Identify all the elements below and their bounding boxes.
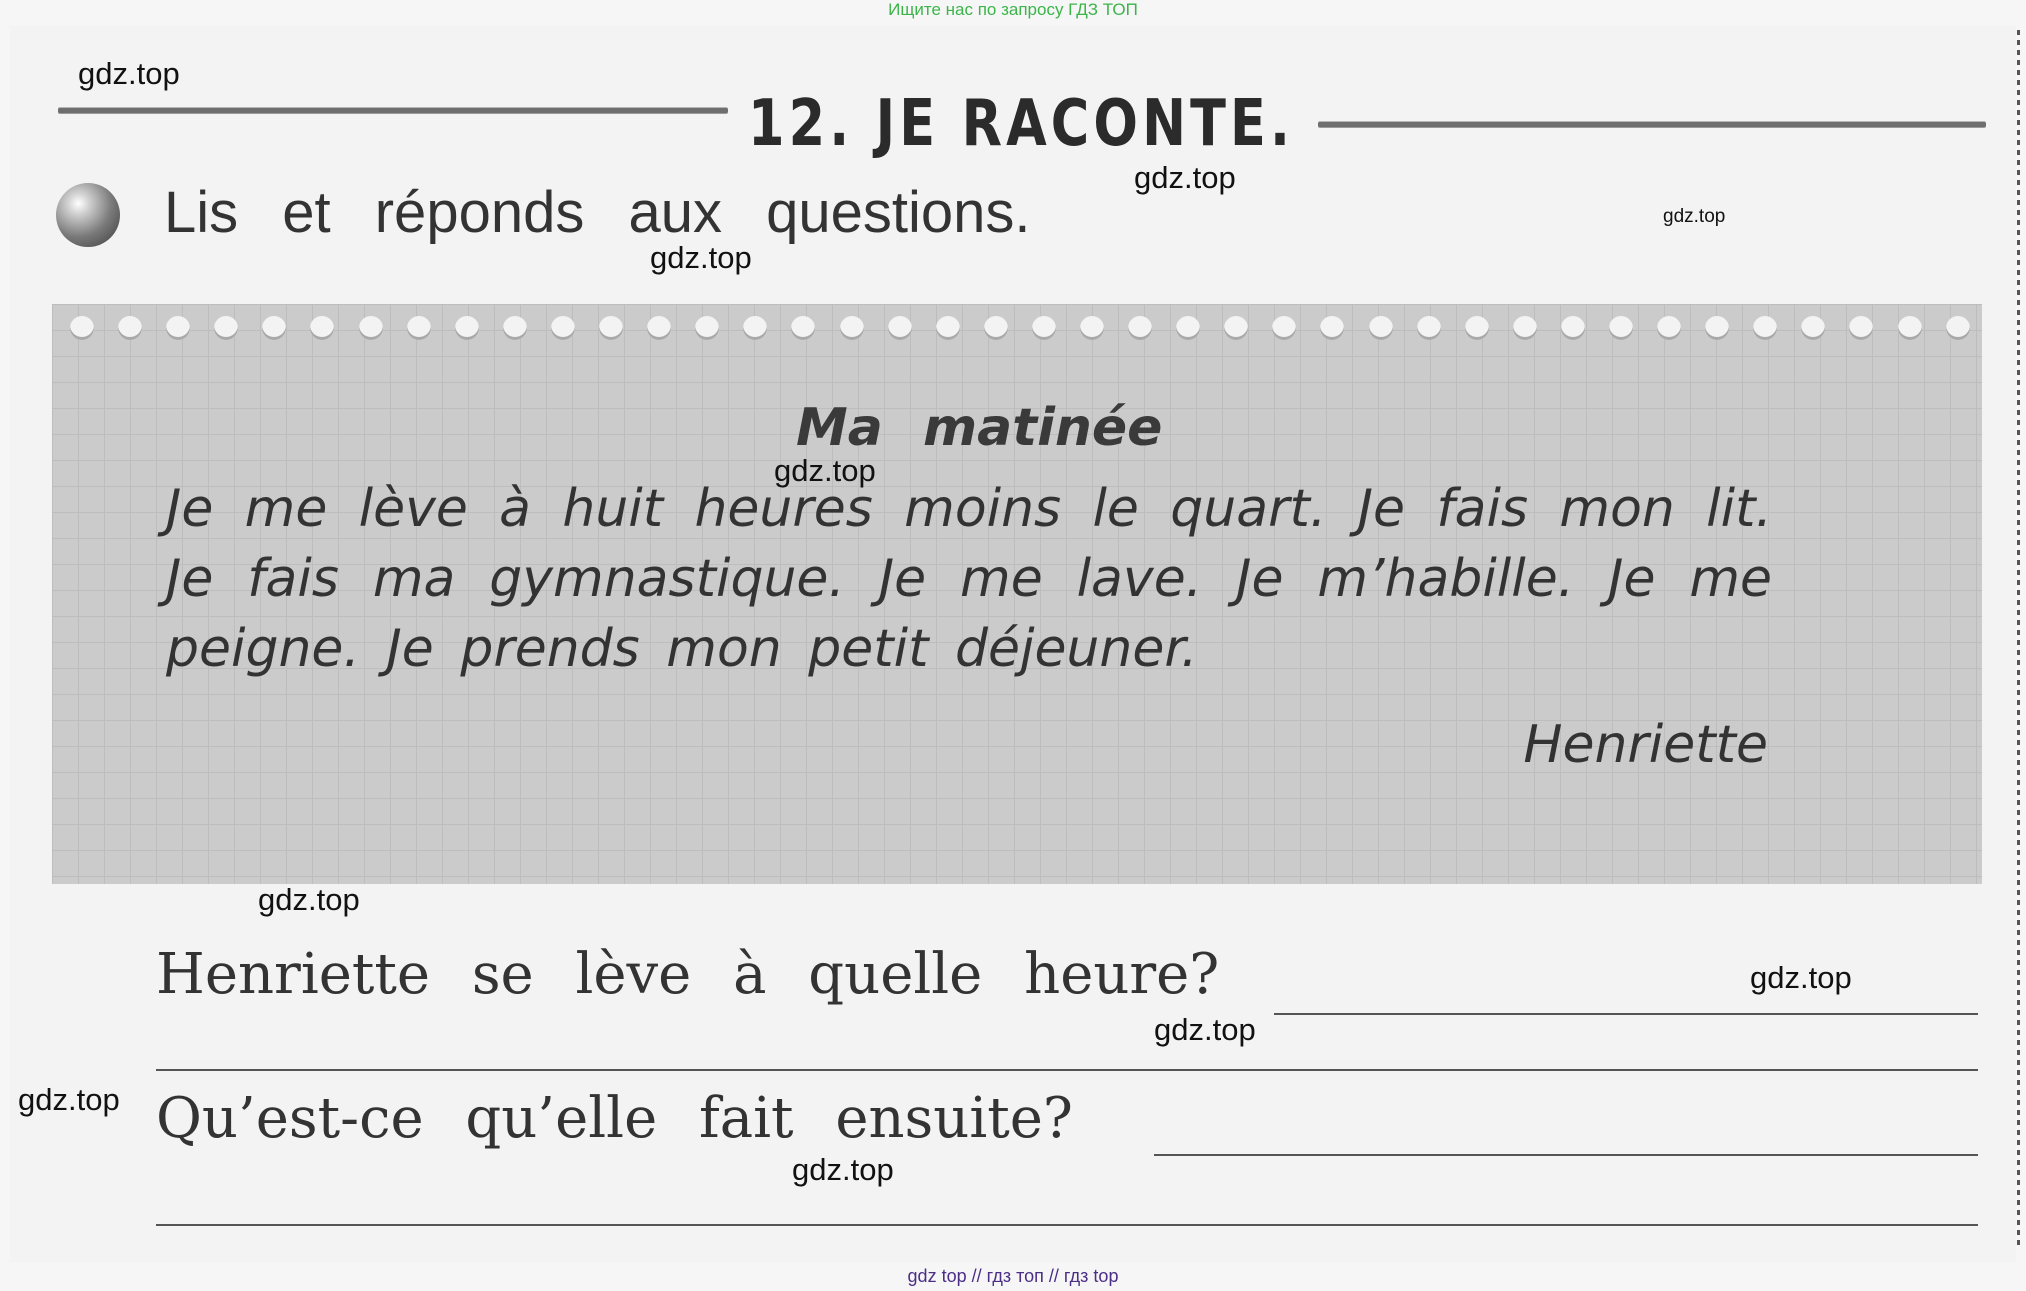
hole-icon <box>791 316 815 340</box>
hole-icon <box>695 316 719 340</box>
hole-icon <box>1561 316 1585 340</box>
hole-icon <box>936 316 960 340</box>
hole-icon <box>1128 316 1152 340</box>
top-banner: Ищите нас по запросу ГДЗ ТОП <box>888 0 1138 19</box>
lesson-title: 12. JE RACONTE. <box>748 87 1295 161</box>
answer-line-2a[interactable] <box>1154 1154 1978 1156</box>
hole-icon <box>1080 316 1104 340</box>
hole-icon <box>503 316 527 340</box>
watermark: gdz.top <box>650 240 752 275</box>
hole-icon <box>551 316 575 340</box>
hole-icon <box>1657 316 1681 340</box>
hole-icon <box>1320 316 1344 340</box>
hole-icon <box>1513 316 1537 340</box>
hole-icon <box>1465 316 1489 340</box>
watermark: gdz.top <box>258 882 360 917</box>
hole-icon <box>888 316 912 340</box>
hole-icon <box>70 316 94 340</box>
hole-icon <box>599 316 623 340</box>
hole-icon <box>1898 316 1922 340</box>
hole-icon <box>1801 316 1825 340</box>
note-text: Je me lève à huit heures moins le quart. Je fais mon lit. Je fais ma gymnastique. Je me lave. Je m’habille. Je me peigne. Je prends mon petit déjeuner. <box>166 479 1772 679</box>
hole-icon <box>1705 316 1729 340</box>
hole-icon <box>1032 316 1056 340</box>
hole-icon <box>1417 316 1441 340</box>
hole-icon <box>359 316 383 340</box>
hole-icon <box>1369 316 1393 340</box>
note-signature: Henriette <box>1523 715 1768 775</box>
watermark: gdz.top <box>1134 160 1236 195</box>
instruction-text: Lis et réponds aux questions. <box>164 180 1031 245</box>
watermark: gdz.top <box>1154 1012 1256 1047</box>
notebook-holes <box>70 304 1970 352</box>
watermark: gdz.top <box>1750 960 1852 995</box>
watermark: gdz.top <box>1663 206 1726 227</box>
hole-icon <box>1849 316 1873 340</box>
page-edge <box>2017 30 2020 1250</box>
hole-icon <box>214 316 238 340</box>
note-title: Ma matinée <box>796 398 1163 458</box>
hole-icon <box>262 316 286 340</box>
title-rule-left <box>58 108 728 113</box>
hole-icon <box>166 316 190 340</box>
question-2: Qu’est-ce qu’elle fait ensuite? <box>156 1086 1073 1151</box>
hole-icon <box>455 316 479 340</box>
answer-line-1a[interactable] <box>1274 1013 1978 1015</box>
hole-icon <box>118 316 142 340</box>
hole-icon <box>647 316 671 340</box>
bullet-icon <box>56 183 120 247</box>
hole-icon <box>1272 316 1296 340</box>
hole-icon <box>1609 316 1633 340</box>
hole-icon <box>1753 316 1777 340</box>
answer-line-2b[interactable] <box>156 1224 1978 1226</box>
watermark: gdz.top <box>18 1082 120 1117</box>
hole-icon <box>984 316 1008 340</box>
hole-icon <box>1224 316 1248 340</box>
watermark: gdz.top <box>78 56 180 91</box>
bottom-banner: gdz top // гдз топ // гдз top <box>907 1266 1119 1286</box>
hole-icon <box>743 316 767 340</box>
hole-icon <box>840 316 864 340</box>
watermark: gdz.top <box>774 453 876 488</box>
title-rule-right <box>1318 122 1986 127</box>
hole-icon <box>1946 316 1970 340</box>
question-1: Henriette se lève à quelle heure? <box>156 942 1220 1007</box>
hole-icon <box>407 316 431 340</box>
hole-icon <box>310 316 334 340</box>
hole-icon <box>1176 316 1200 340</box>
watermark: gdz.top <box>792 1152 894 1187</box>
answer-line-1b[interactable] <box>156 1069 1978 1071</box>
